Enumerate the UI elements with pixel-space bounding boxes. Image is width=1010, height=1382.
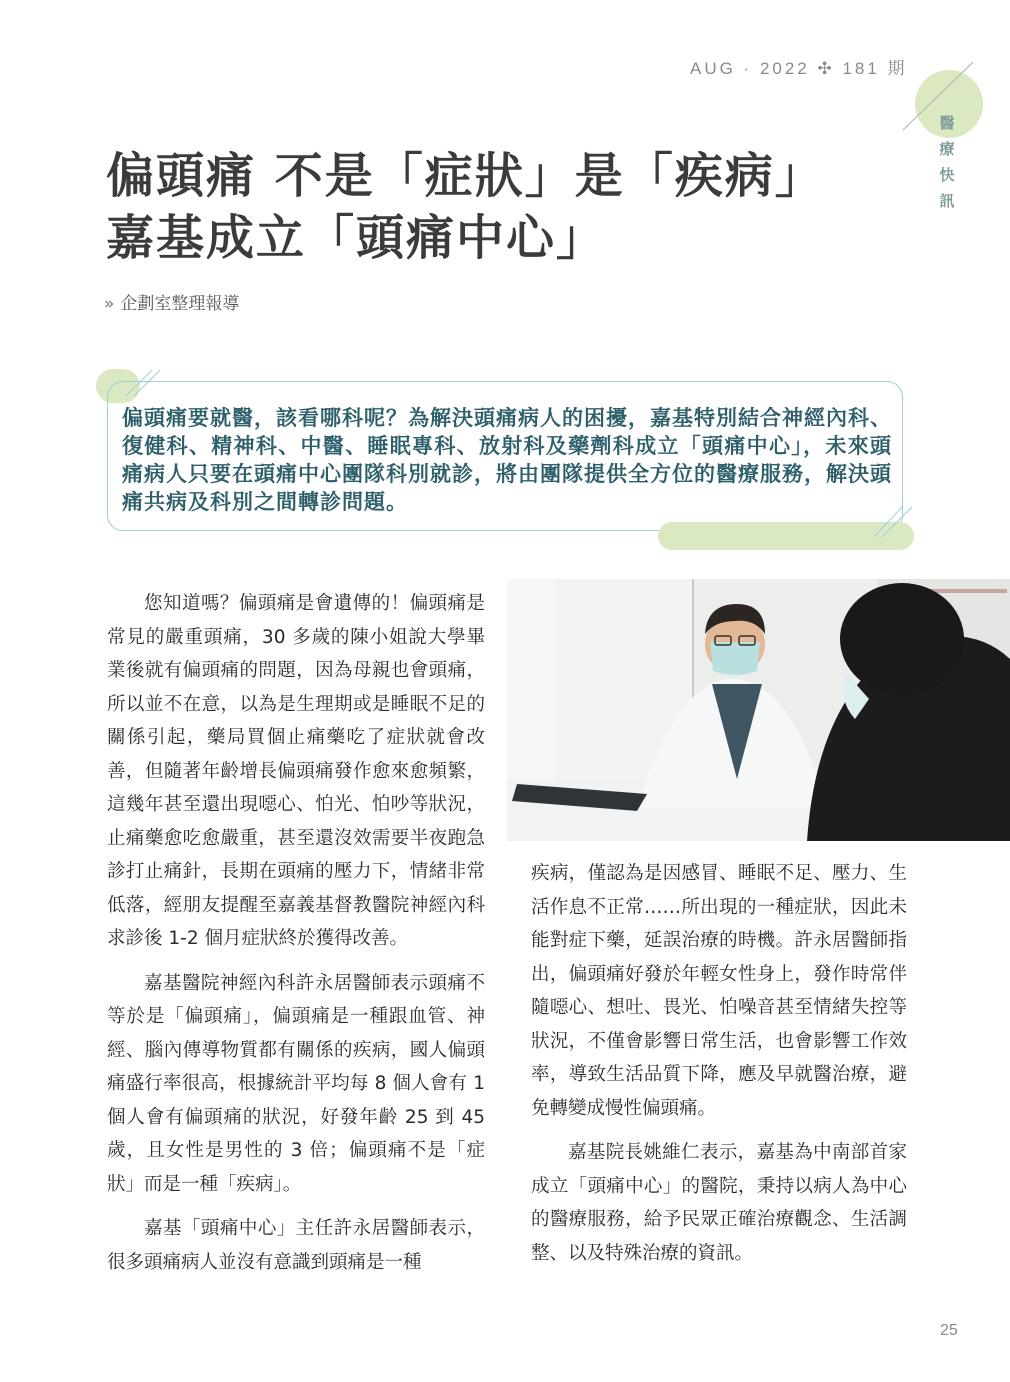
article-summary: 偏頭痛要就醫，該看哪科呢？為解決頭痛病人的困擾，嘉基特別結合神經內科、復健科、精神科、中醫、睡眠專科、放射科及藥劑科成立「頭痛中心」，未來頭痛病人只要在頭痛中心團隊科別就診，將由團隊提供全方位的醫療服務，解決頭痛共病及科別之間轉診問題。	[122, 405, 892, 514]
body-paragraph: 疾病，僅認為是因感冒、睡眠不足、壓力、生活作息不正常……所出現的一種症狀，因此未能對症下藥，延誤治療的時機。許永居醫師指出，偏頭痛好發於年輕女性身上，發作時常伴隨噁心、想吐、畏光、怕噪音甚至情緒失控等狀況，不僅會影響日常生活，也會影響工作效率，導致生活品質下降，應及早就醫治療，避免轉變成慢性偏頭痛。	[531, 863, 907, 1119]
article-photo	[507, 579, 1010, 841]
decorative-slash-bottom	[872, 505, 916, 539]
title-line-2: 嘉基成立「頭痛中心」	[106, 210, 607, 266]
byline	[104, 289, 239, 314]
title-line-1: 偏頭痛 不是「症狀」是「疾病」	[106, 148, 825, 204]
section-label: 醫療快訊	[939, 114, 955, 210]
body-paragraph: 嘉基院長姚維仁表示，嘉基為中南部首家成立「頭痛中心」的醫院，秉持以病人為中心的醫療服務，給予民眾正確治療觀念、生活調整、以及特殊治療的資訊。	[531, 1142, 907, 1264]
byline-marker: »	[104, 294, 115, 314]
article-title	[106, 145, 886, 269]
body-paragraph: 嘉基「頭痛中心」主任許永居醫師表示，很多頭痛病人並沒有意識到頭痛是一種	[107, 1218, 485, 1273]
page-number: 25	[940, 1322, 958, 1339]
body-paragraph: 嘉基醫院神經內科許永居醫師表示頭痛不等於是「偏頭痛」，偏頭痛是一種跟血管、神經、腦內傳導物質都有關係的疾病，國人偏頭痛盛行率很高，根據統計平均每 8 個人會有 1 個人會有偏頭痛的狀況，好發年齡 25 到 45 歲，且女性是男性的 3 倍；偏頭痛不是「症狀」而是一種「疾病」。	[107, 972, 485, 1195]
body-column-right	[531, 857, 907, 1281]
consultation-photo-illustration	[507, 579, 1010, 841]
body-column-left	[107, 587, 485, 1290]
body-paragraph: 您知道嗎？偏頭痛是會遺傳的！偏頭痛是常見的嚴重頭痛，30 多歲的陳小姐說大學畢業後就有偏頭痛的問題，因為母親也會頭痛，所以並不在意，以為是生理期或是睡眠不足的關係引起，藥局買個止痛藥吃了症狀就會改善，但隨著年齡增長偏頭痛發作愈來愈頻繁，這幾年甚至還出現噁心、怕光、怕吵等狀況，止痛藥愈吃愈嚴重，甚至還沒效需要半夜跑急診打止痛針，長期在頭痛的壓力下，情緒非常低落，經朋友提醒至嘉義基督教醫院神經內科求診後 1-2 個月症狀終於獲得改善。	[107, 593, 485, 949]
byline-text: 企劃室整理報導	[120, 294, 240, 314]
issue-label: AUG · 2022 ✣ 181 期	[690, 59, 908, 78]
